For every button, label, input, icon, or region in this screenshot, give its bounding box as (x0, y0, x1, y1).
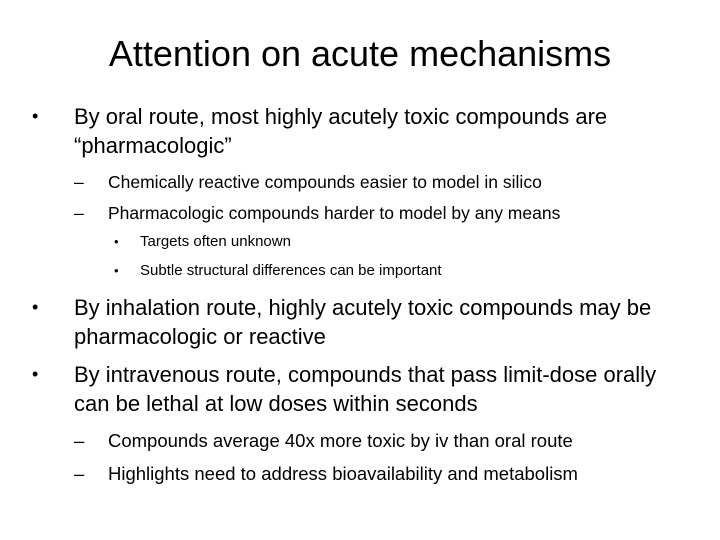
sub-bullet-item-reactive (74, 170, 694, 194)
sub-bullet-text: Highlights need to address bioavailability and metabolism (108, 463, 578, 484)
sub-bullet-item-pharmacologic (74, 201, 694, 225)
sub-bullet-item-iv-toxicity (74, 429, 694, 453)
sub-sub-bullet-text: Subtle structural differences can be important (140, 262, 442, 279)
sub-bullet-text: Compounds average 40x more toxic by iv than oral route (108, 430, 573, 451)
dash-marker: – (74, 463, 85, 484)
bullet-item-oral-route (32, 102, 682, 160)
dash-marker: – (74, 430, 85, 451)
sub-bullet-item-bioavailability (74, 462, 694, 486)
bullet-marker: • (32, 106, 39, 126)
bullet-text: By intravenous route, compounds that pass limit-dose orally can be lethal at low doses within seconds (74, 362, 657, 416)
sub-sub-bullet-item-targets (114, 232, 694, 252)
bullet-text: By oral route, most highly acutely toxic compounds are “pharmacologic” (74, 104, 608, 158)
bullet-marker: • (32, 364, 39, 384)
bullet-marker: • (32, 297, 39, 317)
dash-marker: – (74, 203, 84, 223)
bullet-item-intravenous-route (32, 360, 682, 418)
bullet-marker: • (114, 234, 119, 249)
sub-bullet-text: Pharmacologic compounds harder to model by any means (108, 203, 561, 223)
dash-marker: – (74, 172, 84, 192)
sub-sub-bullet-item-structural (114, 261, 694, 281)
bullet-text: By inhalation route, highly acutely toxic compounds may be pharmacologic or reactive (74, 295, 652, 349)
sub-sub-bullet-text: Targets often unknown (140, 233, 291, 250)
bullet-item-inhalation-route (32, 293, 682, 351)
sub-bullet-text: Chemically reactive compounds easier to model in silico (108, 172, 542, 192)
bullet-marker: • (114, 263, 119, 278)
slide-title: Attention on acute mechanisms (108, 33, 612, 74)
